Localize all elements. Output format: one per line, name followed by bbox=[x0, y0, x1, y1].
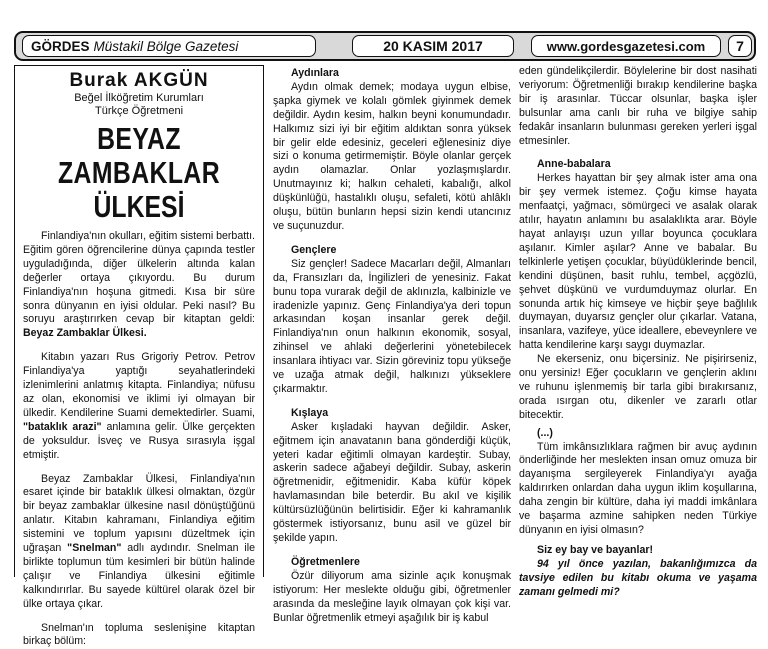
paragraph: Tüm imkânsızlıklara rağmen bir avuç aydının önderliğinde her meslekten insan omuz omuza bir dayanışma sergileyerek Finlandiya'yı ayağa kaldırırken onlardan daha uygun iklim koşullarına, daha zengin bir kültüre, daha iyi maddi imkânlara ve başarma azmine sahipken neden Türkiye dünyanın en iyisi olmasın? bbox=[519, 440, 757, 536]
newspaper-header bbox=[14, 31, 756, 61]
paragraph-text: Kitabın yazarı Rus Grigoriy Petrov. Petrov Finlandiya'ya yaptığı seyahatlerindeki izlenimlerini anlatmış kitapta. Finlandiya; nüfusu az olan, ekonomisi ve iklimi iyi olmayan bir ülkedir. Kendilerine Suami demektedirler. Suami, bbox=[23, 351, 255, 419]
paragraph bbox=[23, 230, 255, 341]
book-title: Beyaz Zambaklar Ülkesi. bbox=[23, 327, 147, 340]
article-title-line-2: ÜLKESİ bbox=[93, 189, 185, 224]
paper-name-box bbox=[22, 35, 316, 57]
section-heading: Aydınlara bbox=[291, 67, 339, 79]
paragraph: Asker kışladaki hayvan değildir. Asker, eğitmem için anavatanın bana gönderdiği küçük, yeteri kadar eğitimli olmayan kardeştir. Subay, askerin sadece ağabeyi değildir. Subay, askerin öğretmenidir, eğitmenidir. Kaba küfür köpek havlamasından bile beterdir. Bu akıl ve kişilik kültürsüzlüğünün belirtisidir. Eğer ki kahramanlık göstermek istiyorsanız, bunu asil ve güzel bir şekilde yapın. bbox=[273, 420, 511, 544]
issue-date: 20 KASIM 2017 bbox=[352, 35, 514, 57]
paragraph-text: adlı aydındır. Snelman ile birlikte toplumun tüm kesimleri bir bütün halinde çalışır ve Finlandiya ülkesini eğitimle kalkındırırlar. Bu sayede kültürel olarak özel bir ülke ortaya çıkar. bbox=[23, 542, 255, 610]
article-column-1 bbox=[14, 65, 264, 648]
article-column-2 bbox=[273, 65, 511, 635]
paragraph bbox=[23, 351, 255, 462]
paragraph: Siz gençler! Sadece Macarları değil, Almanları da, Fransızları da, İngilizleri de yenesiniz. Fakat bunu topa vurarak değil de aklınızla, kalbinizle ve iradenizle yapınız. Genç Finlandiya'ya deri topun arkasından koşan insanlar gerek değil. Finlandiya'nın onun halkının ekonomik, sosyal, zihinsel ve ahlaki değerlerini yönetebilecek insanlara ihtiyacı var. Sizin göreviniz topu yükseğe ve uzağa atmak değil, halkınızı yükseklere çıkarmaktır. bbox=[273, 257, 511, 395]
ellipsis-marker: (...) bbox=[537, 426, 553, 439]
closing-heading: Siz ey bay ve bayanlar! bbox=[537, 543, 654, 556]
paragraph bbox=[23, 473, 255, 612]
section-heading: Öğretmenlere bbox=[291, 555, 360, 568]
author-name: Burak AKGÜN bbox=[69, 70, 209, 91]
website-url: www.gordesgazetesi.com bbox=[531, 35, 721, 57]
article-column-3 bbox=[519, 65, 757, 600]
paper-subtitle: Müstakil Bölge Gazetesi bbox=[93, 38, 239, 54]
author-role: Türkçe Öğretmeni bbox=[94, 105, 184, 117]
paragraph: Özür diliyorum ama sizinle açık konuşmak istiyorum: Her meslekte olduğu gibi, öğretmenler arasında da mesleğine layık olmayan çok kişi var. Bunlar öğretmenlik etmeyi aşağılık bir iş kabul bbox=[273, 569, 511, 624]
closing-question: 94 yıl önce yazılan, bakanlığımızca da tavsiye edilen bu kitabı okuma ve yaşama zamanı gelmedi mi? bbox=[519, 557, 757, 598]
paragraph: eden gündelikçilerdir. Böylelerine bir dost nasihati veriyorum: Öğretmenliği bırakıp kendilerine başka bir iş arasınlar. Tüccar olsunlar, başka işler bulsunlar ama canlı bir ruha ve bilgiye sahip fedakâr insanların bulunması gereken yerleri işgal etmesinler. bbox=[519, 65, 757, 147]
author-school: Beğel İlköğretim Kurumları bbox=[74, 92, 204, 104]
article-title-line-1: BEYAZ ZAMBAKLAR bbox=[57, 121, 221, 190]
emphasis-text: "bataklık arazi" bbox=[23, 420, 102, 433]
paper-name: GÖRDES bbox=[31, 38, 90, 54]
emphasis-text: "Snelman" bbox=[67, 542, 122, 555]
section-heading: Kışlaya bbox=[291, 406, 329, 419]
paragraph: Snelman'ın topluma seslenişine kitaptan birkaç bölüm: bbox=[23, 621, 255, 648]
paragraph: Herkes hayattan bir şey almak ister ama ona bir şey vermek istemez. Çoğu kimse hayata menfaatçi, yağmacı, sömürgeci ve asalak olarak atılır, hayatın anlamını bu asalaklıkta arar. Böyle hayat anlayışı uzun yıllar boyunca çocuklara aşılanır. Kimler aşılar? Anne ve babalar. Bu telkinlerle yetişen çocuklar, büyüdüklerinde bencil, kendini düşünen, basit ruhlu, tembel, açgözlü, şehvet düşkünü ve vurdumduymaz olurlar. En sonunda artık hiç kimseye ve hiçbir şeye bağlılık duymayan, duyarsız gençler olur çıkarlar. Vatana, insanlara, vazifeye, yüce ideallere, ebeveynlere ve hatta kendilerine karşı saygı duymazlar. bbox=[519, 172, 757, 352]
paragraph: Aydın olmak demek; modaya uygun elbise, şapka giymek ve kolalı gömlek giyinmek demek değildir. Aydın kesim, halkın beyni konumundadır. Halkımız sizi iyi bir eğitim aldıktan sonra yüksek bir gelir elde edesiniz, geceleri eğlenesiniz diye sizi o konuma getirmemiştir. Böyle olanlar gerçek aydın olamazlar. Onlar yozlaşmışlardır. Unutmayınız ki; halkın cehaleti, kabalığı, alkol düşkünlüğü, hastalıklı oluşu, sefaleti, kötü ahlâklı oluşu, bütün bunların hepsi sizin kendi utancınız ve suçunuzdur. bbox=[273, 80, 511, 232]
paragraph-text: Beyaz Zambaklar Ülkesi, Finlandiya'nın esaret içinde bir bataklık ülkesi olmaktan, özgür bir beyaz zambaklar ülkesine nasıl dönüştüğünü anlatır. Kitabın kahramanı, Finlandiya eğitim sistemini ve toplum yapısını düzeltmek için uğraşan bbox=[23, 472, 255, 555]
paragraph: Ne ekerseniz, onu biçersiniz. Ne pişirirseniz, onu yersiniz! Eğer çocukların ve gençlerin aklını ve ruhunu işlenmemiş bir tarla gibi bırakırsanız, orada ısırgan otu, dikenler ve zararlı otlar bitecektir. bbox=[519, 353, 757, 421]
section-heading: Anne-babalara bbox=[537, 158, 611, 171]
page-number: 7 bbox=[728, 35, 752, 57]
section-heading: Gençlere bbox=[291, 243, 337, 256]
paragraph-text: anlamına gelir. Ülke gerçekten de yoksuldur. İsveç ve Rusya sırasıyla işgal etmiştir. bbox=[23, 420, 255, 461]
paragraph-text: Finlandiya'nın okulları, eğitim sistemi berbattı. Eğitim gören öğrencilerine dünya çapında testler uyguladığında, diğer ülkelerin altında kalan değerler ortaya çıkıyordu. Bu durum Finlandiya'nın hoşuna gitmedi. Kısa bir süre sonra dünyanın en iyisi oldular. Peki nasıl? Bu soruyu araştırırken cevap bir kitaptan geldi: bbox=[23, 230, 255, 326]
